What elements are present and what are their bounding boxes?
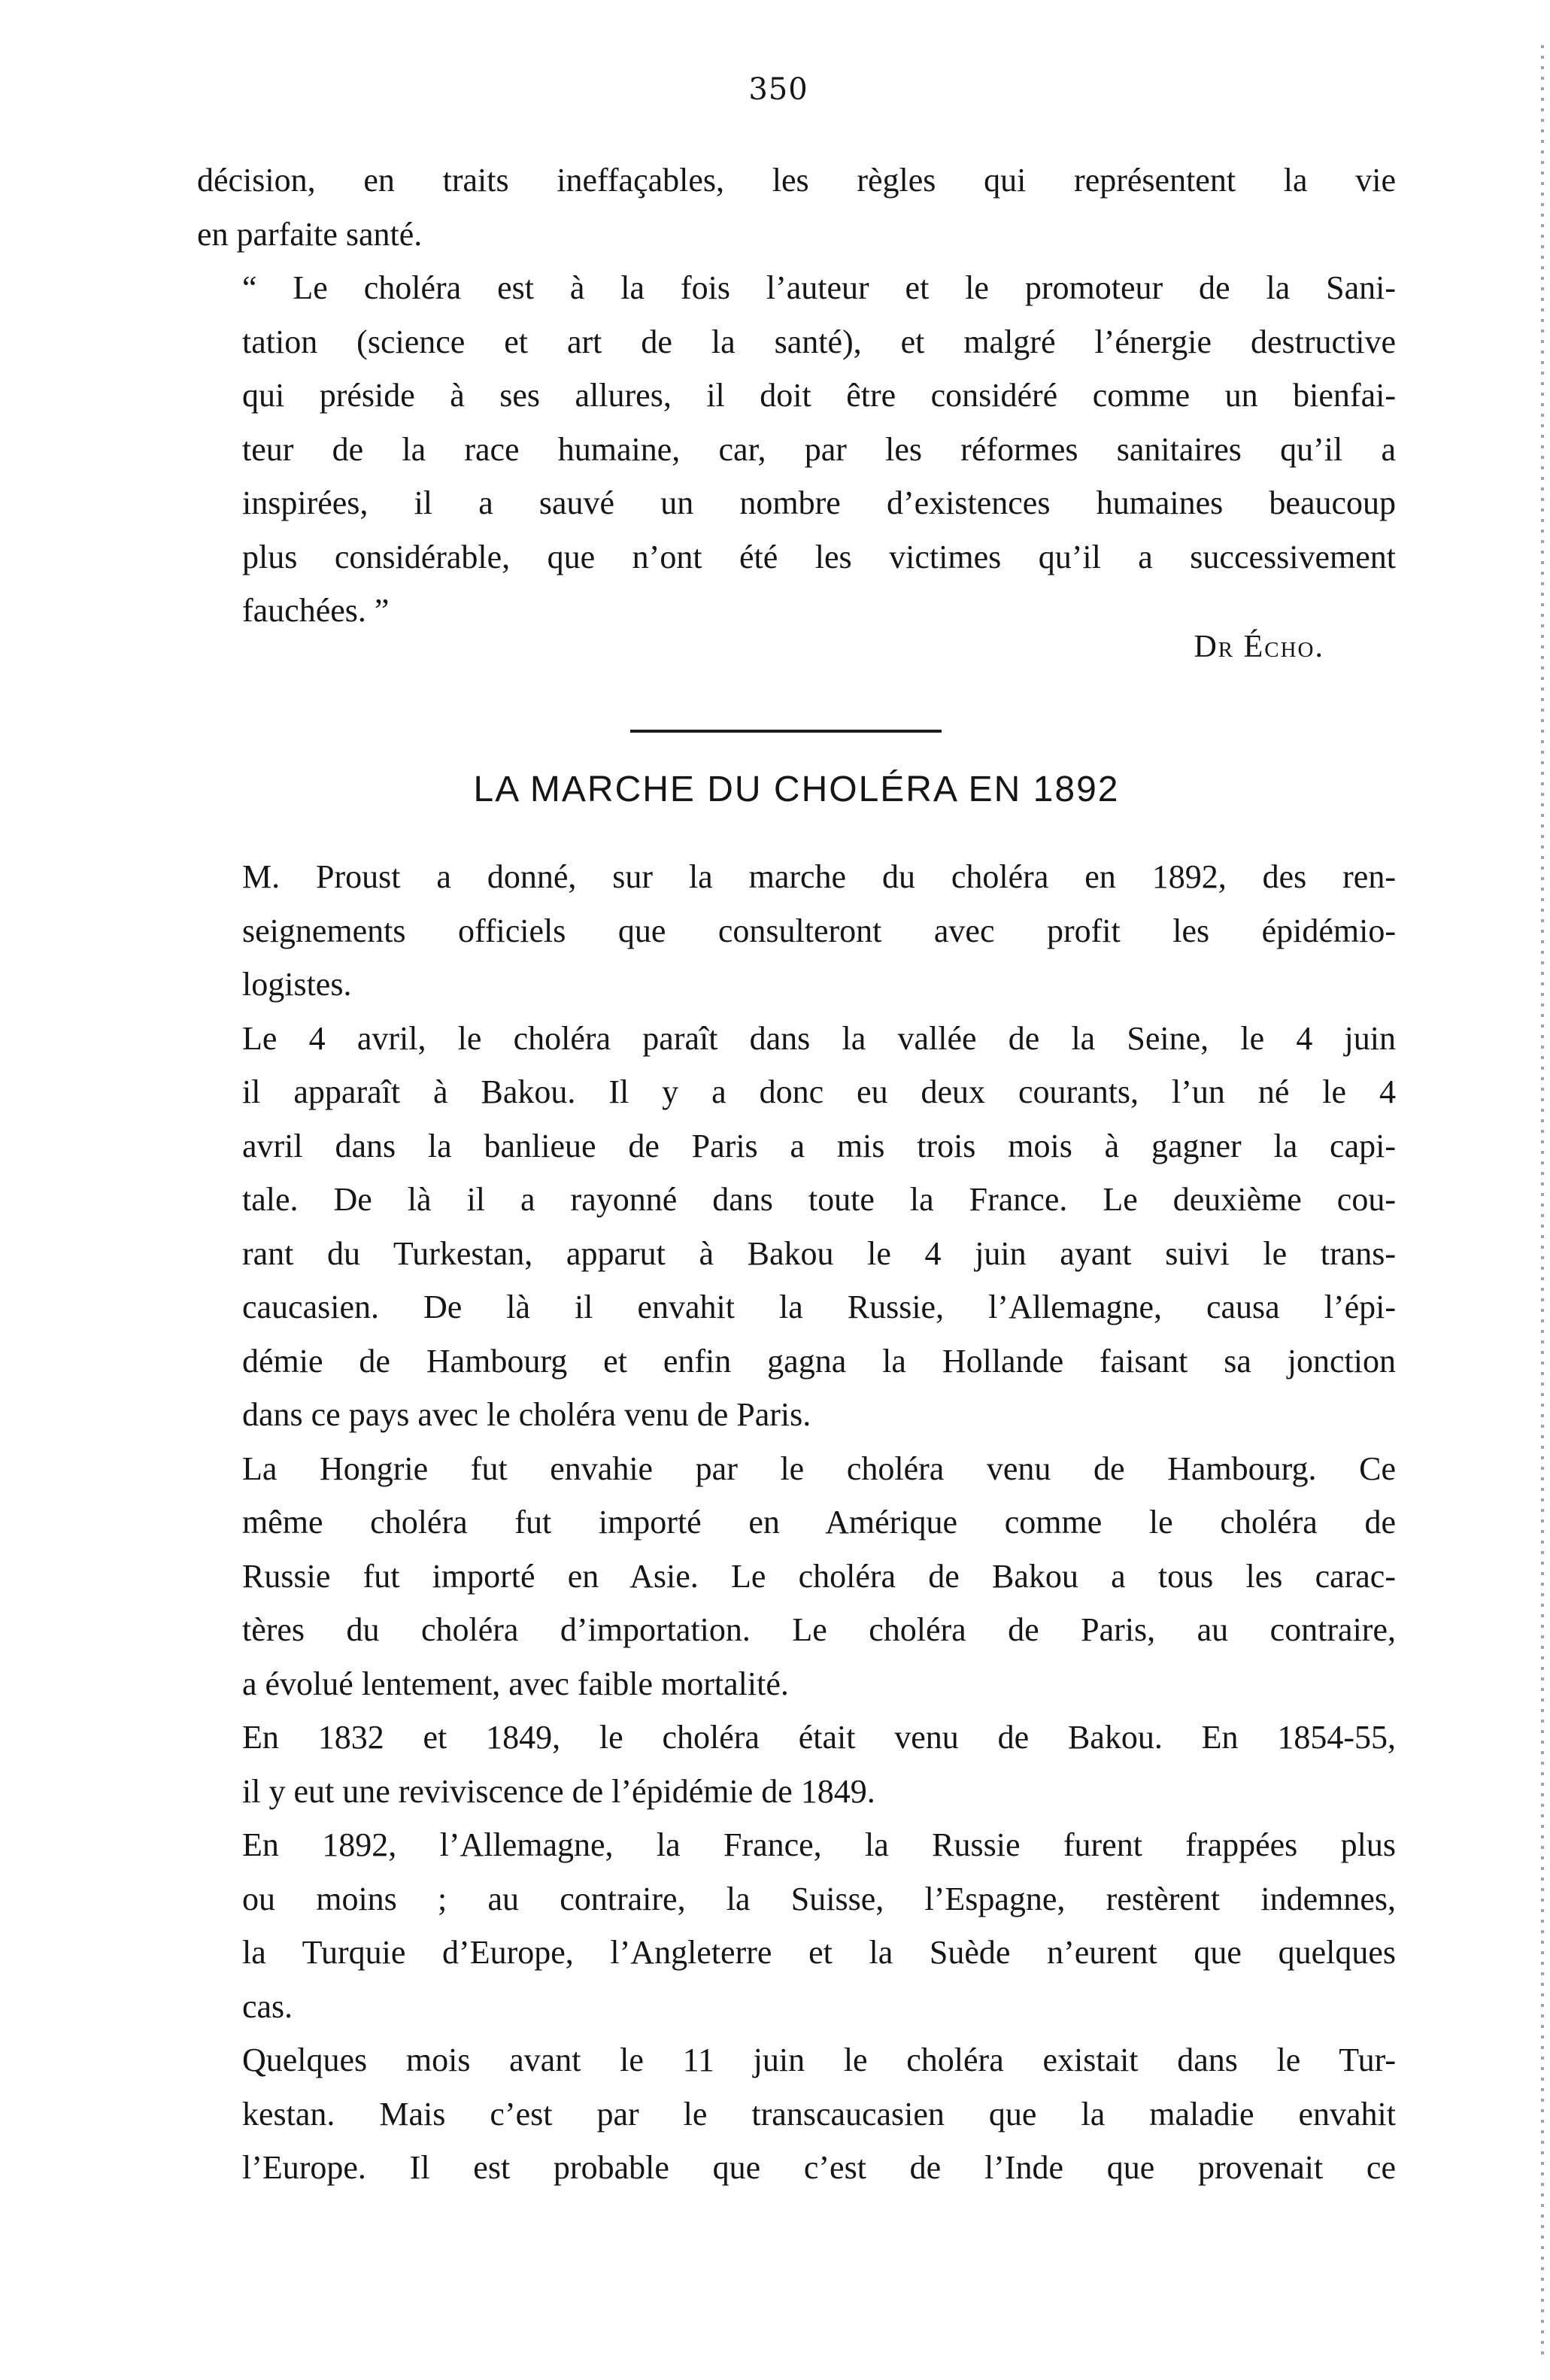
text-line: rant du Turkestan, apparut à Bakou le 4 juin ayant suivi le trans-	[242, 1234, 1396, 1272]
closing-quote-block	[197, 153, 1396, 638]
author-signature: Dr Écho.	[1194, 630, 1324, 664]
text-line: En 1892, l’Allemagne, la France, la Russie furent frappées plus	[242, 1826, 1396, 1863]
paragraph	[197, 1818, 1396, 2033]
page-number: 350	[748, 72, 808, 107]
text-line: tation (science et art de la santé), et malgré l’énergie destructive	[242, 323, 1396, 360]
text-line: la Turquie d’Europe, l’Angleterre et la Suède n’eurent que quelques	[242, 1934, 1396, 1971]
text-line: seignements officiels que consulteront avec profit les épidémio-	[242, 912, 1396, 949]
text-line: Le 4 avril, le choléra paraît dans la vallée de la Seine, le 4 juin	[242, 1019, 1396, 1057]
section-divider	[630, 730, 942, 733]
paragraph	[197, 1711, 1396, 1818]
text-line: En 1832 et 1849, le choléra était venu de Bakou. En 1854-55,	[242, 1719, 1396, 1756]
text-line: M. Proust a donné, sur la marche du choléra en 1892, des ren-	[242, 858, 1396, 895]
text-line: Quelques mois avant le 11 juin le choléra existait dans le Tur-	[242, 2042, 1396, 2078]
paragraph	[197, 850, 1396, 1012]
text-line: tères du choléra d’importation. Le choléra de Paris, au contraire,	[242, 1611, 1396, 1648]
text-line: il apparaît à Bakou. Il y a donc eu deux courants, l’un né le 4	[242, 1073, 1396, 1110]
text-line: qui préside à ses allures, il doit être considéré comme un bienfai-	[242, 377, 1396, 414]
article-body	[197, 850, 1396, 2195]
text-line: démie de Hambourg et enfin gagna la Hollande faisant sa jonction	[242, 1342, 1396, 1380]
text-line: logistes.	[242, 966, 352, 1003]
text-line: dans ce pays avec le choléra venu de Paris.	[242, 1396, 811, 1433]
text-line: “ Le choléra est à la fois l’auteur et le promoteur de la Sani-	[242, 269, 1396, 306]
text-line: fauchées. ”	[242, 592, 390, 629]
text-line: kestan. Mais c’est par le transcaucasien que la maladie envahit	[242, 2095, 1396, 2133]
text-line: l’Europe. Il est probable que c’est de l’Inde que provenait ce	[242, 2149, 1396, 2186]
text-line: même choléra fut importé en Amérique comme le choléra de	[242, 1504, 1396, 1541]
text-line: avril dans la banlieue de Paris a mis trois mois à gagner la capi-	[242, 1127, 1396, 1164]
text-line: caucasien. De là il envahit la Russie, l’Allemagne, causa l’épi-	[242, 1289, 1396, 1325]
text-line: a évolué lentement, avec faible mortalité.	[242, 1665, 789, 1702]
text-line: Russie fut importé en Asie. Le choléra de Bakou a tous les carac-	[242, 1557, 1396, 1595]
paragraph	[197, 2033, 1396, 2195]
quote-paragraph	[197, 261, 1396, 638]
paragraph	[197, 153, 1396, 261]
text-line: en parfaite santé.	[197, 215, 423, 253]
text-line: cas.	[242, 1987, 293, 2025]
text-line: plus considérable, que n’ont été les victimes qu’il a successivement	[242, 538, 1396, 575]
text-line: La Hongrie fut envahie par le choléra venu de Hambourg. Ce	[242, 1450, 1396, 1487]
text-line: tale. De là il a rayonné dans toute la France. Le deuxième cou-	[242, 1181, 1396, 1218]
scan-edge-artifact	[1541, 45, 1544, 2362]
text-line: il y eut une reviviscence de l’épidémie de 1849.	[242, 1772, 875, 1810]
paragraph	[197, 1442, 1396, 1711]
text-line: ou moins ; au contraire, la Suisse, l’Espagne, restèrent indemnes,	[242, 1880, 1396, 1917]
text-line: teur de la race humaine, car, par les réformes sanitaires qu’il a	[242, 430, 1396, 468]
section-heading: LA MARCHE DU CHOLÉRA EN 1892	[473, 770, 1120, 809]
paragraph	[197, 1012, 1396, 1442]
text-line: décision, en traits ineffaçables, les règles qui représentent la vie	[197, 162, 1396, 199]
text-line: inspirées, il a sauvé un nombre d’existences humaines beaucoup	[242, 484, 1396, 521]
